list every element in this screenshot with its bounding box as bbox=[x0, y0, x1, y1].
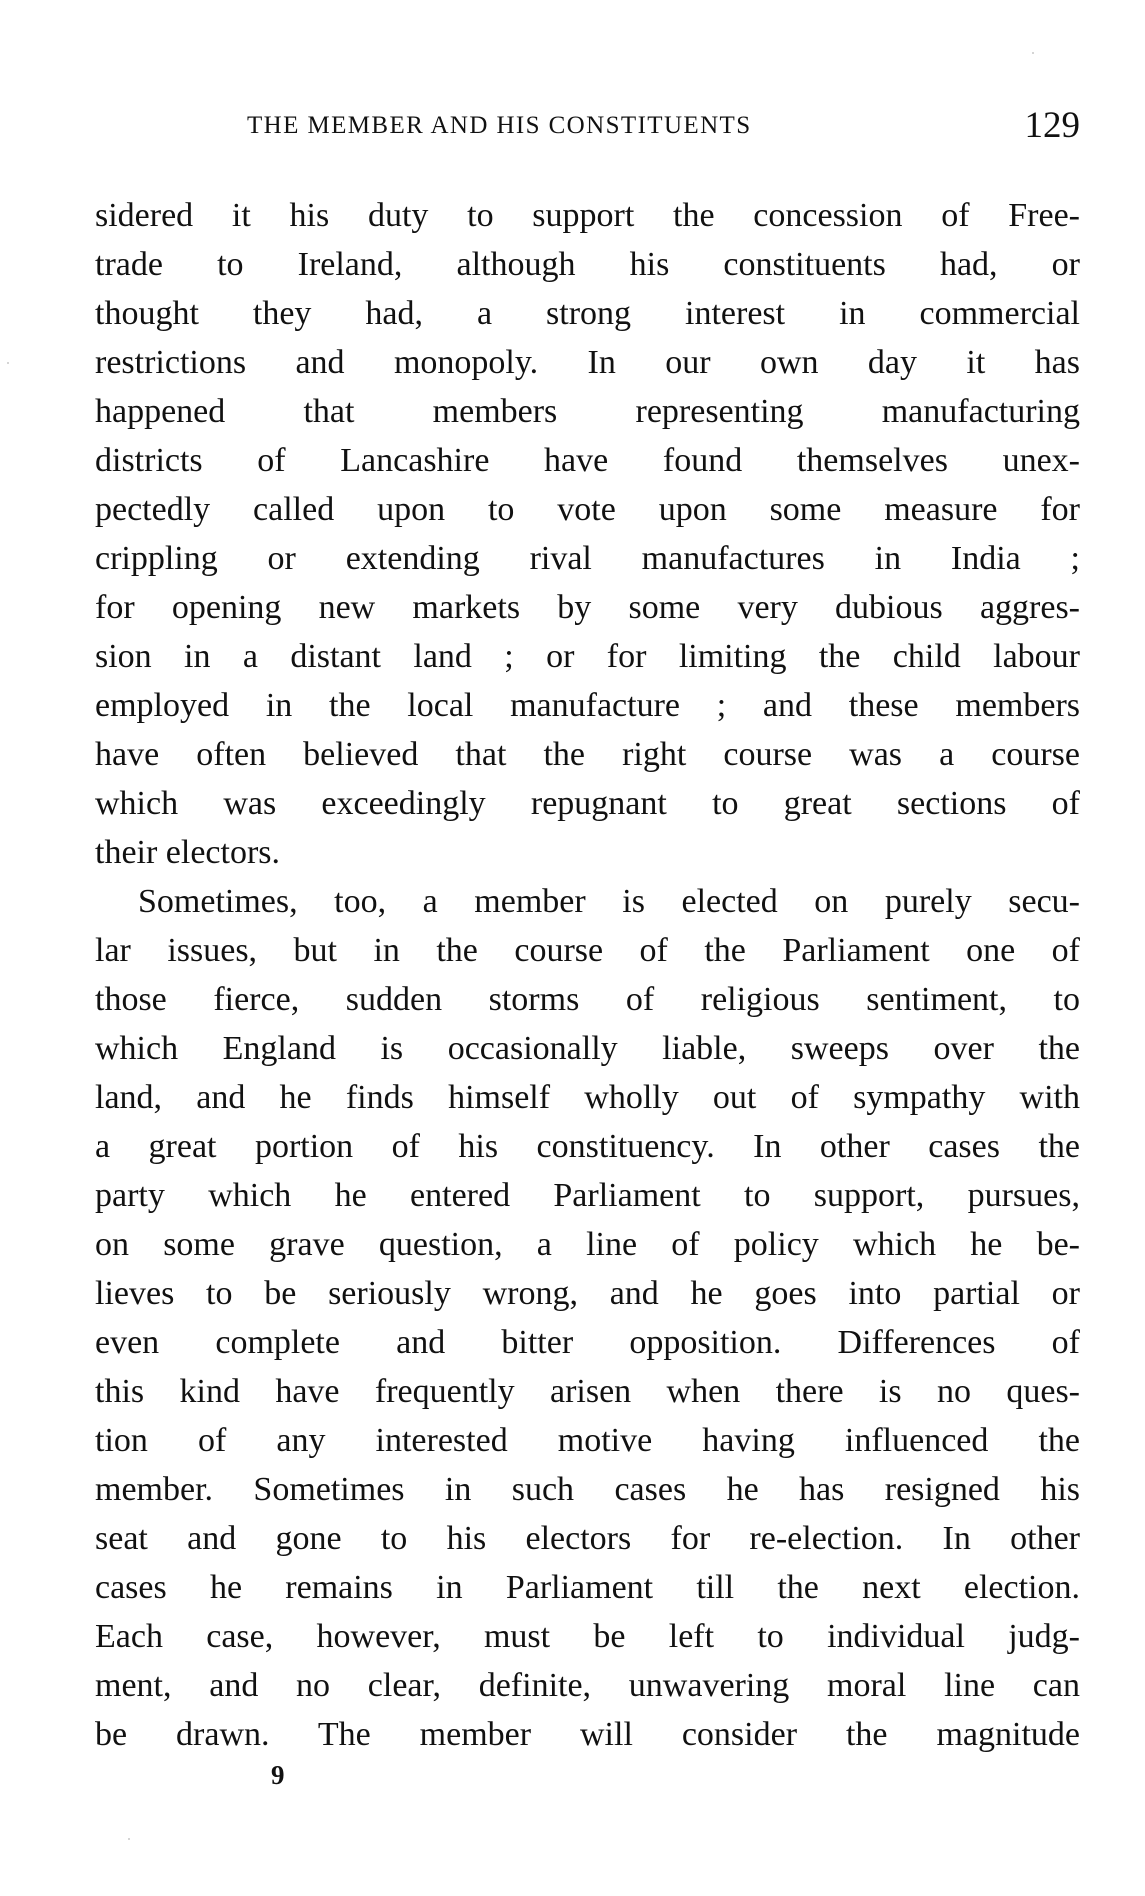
text-line: party which he entered Parliament to support, pursues, bbox=[95, 1177, 1080, 1214]
paragraph-first-line: Sometimes, too, a member is elected on purely secu- bbox=[138, 883, 1080, 920]
text-line: their electors. bbox=[95, 834, 281, 871]
text-line: this kind have frequently arisen when there is no ques- bbox=[95, 1373, 1080, 1410]
paper-speck bbox=[1032, 52, 1034, 54]
text-line: trade to Ireland, although his constituents had, or bbox=[95, 246, 1080, 283]
paper-speck bbox=[7, 362, 9, 364]
text-line: for opening new markets by some very dubious aggres- bbox=[95, 589, 1080, 626]
text-line: Each case, however, must be left to individual judg- bbox=[95, 1618, 1080, 1655]
text-line: ment, and no clear, definite, unwavering moral line can bbox=[95, 1667, 1080, 1704]
text-line: pectedly called upon to vote upon some measure for bbox=[95, 491, 1080, 528]
text-line: have often believed that the right course was a course bbox=[95, 736, 1080, 773]
paper-speck bbox=[128, 1838, 130, 1840]
text-line: sidered it his duty to support the concession of Free- bbox=[95, 197, 1080, 234]
text-line: a great portion of his constituency. In other cases the bbox=[95, 1128, 1080, 1165]
text-line: tion of any interested motive having influenced the bbox=[95, 1422, 1080, 1459]
text-line: on some grave question, a line of policy which he be- bbox=[95, 1226, 1080, 1263]
text-line: member. Sometimes in such cases he has resigned his bbox=[95, 1471, 1080, 1508]
text-line: restrictions and monopoly. In our own day it has bbox=[95, 344, 1080, 381]
text-line: happened that members representing manufacturing bbox=[95, 393, 1080, 430]
text-line: even complete and bitter opposition. Differences of bbox=[95, 1324, 1080, 1361]
text-line: crippling or extending rival manufactures in India ; bbox=[95, 540, 1080, 577]
text-line: sion in a distant land ; or for limiting the child labour bbox=[95, 638, 1080, 675]
page-number: 129 bbox=[1024, 105, 1080, 146]
text-line: land, and he finds himself wholly out of sympathy with bbox=[95, 1079, 1080, 1116]
signature-mark: 9 bbox=[271, 1760, 285, 1790]
text-line: cases he remains in Parliament till the next election. bbox=[95, 1569, 1080, 1606]
text-line: lar issues, but in the course of the Parliament one of bbox=[95, 932, 1080, 969]
text-line: seat and gone to his electors for re-election. In other bbox=[95, 1520, 1080, 1557]
text-line: lieves to be seriously wrong, and he goes into partial or bbox=[95, 1275, 1080, 1312]
text-line: employed in the local manufacture ; and these members bbox=[95, 687, 1080, 724]
text-line: which England is occasionally liable, sweeps over the bbox=[95, 1030, 1080, 1067]
running-head bbox=[95, 106, 1090, 150]
text-line: which was exceedingly repugnant to great sections of bbox=[95, 785, 1080, 822]
text-line: districts of Lancashire have found themselves unex- bbox=[95, 442, 1080, 479]
text-line: those fierce, sudden storms of religious sentiment, to bbox=[95, 981, 1080, 1018]
text-line: be drawn. The member will consider the magnitude bbox=[95, 1716, 1080, 1753]
running-title: THE MEMBER AND HIS CONSTITUENTS bbox=[247, 112, 752, 139]
text-line: thought they had, a strong interest in commercial bbox=[95, 295, 1080, 332]
